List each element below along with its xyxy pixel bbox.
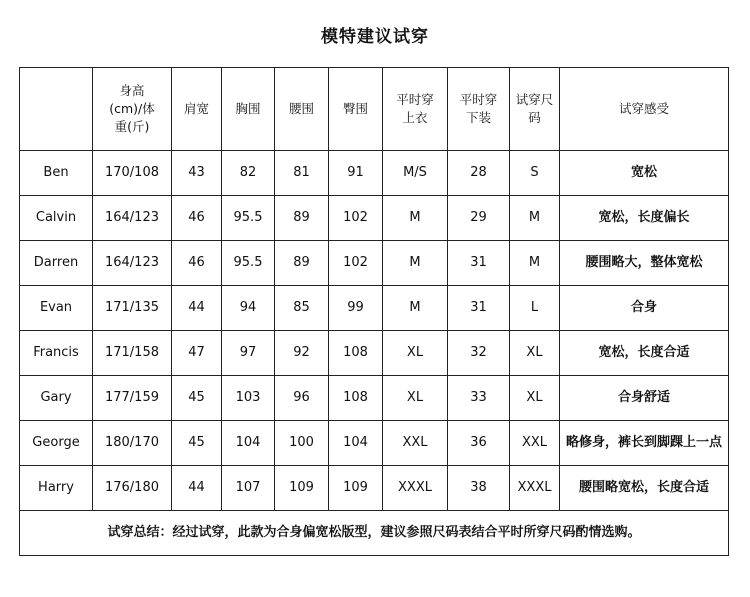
shoulder-cell: 47 — [172, 331, 222, 376]
hip-cell: 108 — [329, 376, 383, 421]
usual-bottom-cell: 33 — [448, 376, 510, 421]
chest-cell: 82 — [222, 151, 275, 196]
model-name-cell: Gary — [20, 376, 93, 421]
trial-size-cell: XXXL — [510, 466, 560, 511]
table-row — [20, 466, 729, 511]
header-waist: 腰围 — [275, 68, 329, 151]
shoulder-cell: 46 — [172, 241, 222, 286]
usual-bottom-cell: 31 — [448, 286, 510, 331]
hip-cell: 99 — [329, 286, 383, 331]
usual-bottom-cell: 32 — [448, 331, 510, 376]
shoulder-cell: 46 — [172, 196, 222, 241]
summary-row — [20, 511, 729, 556]
table-row — [20, 241, 729, 286]
usual-top-cell: XL — [383, 331, 448, 376]
trial-size-cell: XL — [510, 331, 560, 376]
height-weight-cell: 164/123 — [93, 241, 172, 286]
usual-top-cell: M — [383, 241, 448, 286]
hip-cell: 91 — [329, 151, 383, 196]
height-weight-cell: 177/159 — [93, 376, 172, 421]
waist-cell: 89 — [275, 241, 329, 286]
hip-cell: 104 — [329, 421, 383, 466]
shoulder-cell: 43 — [172, 151, 222, 196]
usual-top-cell: XXL — [383, 421, 448, 466]
feeling-cell: 合身 — [560, 286, 729, 331]
height-weight-cell: 170/108 — [93, 151, 172, 196]
chest-cell: 103 — [222, 376, 275, 421]
model-name-cell: Calvin — [20, 196, 93, 241]
waist-cell: 89 — [275, 196, 329, 241]
usual-bottom-cell: 31 — [448, 241, 510, 286]
trial-size-cell: M — [510, 196, 560, 241]
feeling-cell: 宽松 — [560, 151, 729, 196]
shoulder-cell: 45 — [172, 421, 222, 466]
header-usual-bottom-line: 下装 — [465, 110, 491, 125]
usual-bottom-cell: 29 — [448, 196, 510, 241]
feeling-cell: 合身舒适 — [560, 376, 729, 421]
usual-bottom-cell: 28 — [448, 151, 510, 196]
usual-top-cell: M — [383, 196, 448, 241]
fitting-table — [19, 67, 729, 556]
chest-cell: 95.5 — [222, 196, 275, 241]
model-name-cell: Ben — [20, 151, 93, 196]
usual-top-cell: XXXL — [383, 466, 448, 511]
model-name-cell: Harry — [20, 466, 93, 511]
model-name-cell: Evan — [20, 286, 93, 331]
hip-cell: 109 — [329, 466, 383, 511]
feeling-cell: 宽松，长度偏长 — [560, 196, 729, 241]
shoulder-cell: 44 — [172, 286, 222, 331]
waist-cell: 81 — [275, 151, 329, 196]
header-trial-size-line: 码 — [528, 110, 541, 125]
page-title: 模特建议试穿 — [321, 27, 429, 47]
waist-cell: 96 — [275, 376, 329, 421]
header-trial-size — [510, 68, 560, 151]
table-row — [20, 376, 729, 421]
trial-size-cell: XL — [510, 376, 560, 421]
chest-cell: 107 — [222, 466, 275, 511]
usual-bottom-cell: 36 — [448, 421, 510, 466]
feeling-cell: 略修身，裤长到脚踝上一点 — [560, 421, 729, 466]
waist-cell: 92 — [275, 331, 329, 376]
shoulder-cell: 44 — [172, 466, 222, 511]
model-name-cell: Darren — [20, 241, 93, 286]
summary-text: 试穿总结：经过试穿，此款为合身偏宽松版型，建议参照尺码表结合平时所穿尺码酌情选购。 — [20, 511, 729, 556]
header-usual-bottom-line: 平时穿 — [459, 92, 498, 107]
header-shoulder: 肩宽 — [172, 68, 222, 151]
usual-top-cell: XL — [383, 376, 448, 421]
height-weight-cell: 176/180 — [93, 466, 172, 511]
feeling-cell: 腰围略宽松，长度合适 — [560, 466, 729, 511]
header-trial-size-line: 试穿尺 — [515, 92, 554, 107]
feeling-cell: 腰围略大，整体宽松 — [560, 241, 729, 286]
height-weight-cell: 180/170 — [93, 421, 172, 466]
trial-size-cell: S — [510, 151, 560, 196]
height-weight-cell: 171/135 — [93, 286, 172, 331]
header-hip: 臀围 — [329, 68, 383, 151]
model-name-cell: Francis — [20, 331, 93, 376]
height-weight-cell: 171/158 — [93, 331, 172, 376]
model-name-cell: George — [20, 421, 93, 466]
header-height-weight-line: 重(斤) — [114, 119, 150, 134]
hip-cell: 108 — [329, 331, 383, 376]
usual-top-cell: M/S — [383, 151, 448, 196]
feeling-cell: 宽松，长度合适 — [560, 331, 729, 376]
waist-cell: 100 — [275, 421, 329, 466]
shoulder-cell: 45 — [172, 376, 222, 421]
usual-top-cell: M — [383, 286, 448, 331]
hip-cell: 102 — [329, 196, 383, 241]
table-row — [20, 331, 729, 376]
header-row — [20, 68, 729, 151]
header-model — [20, 68, 93, 151]
height-weight-cell: 164/123 — [93, 196, 172, 241]
chest-cell: 104 — [222, 421, 275, 466]
chest-cell: 95.5 — [222, 241, 275, 286]
header-height-weight — [93, 68, 172, 151]
waist-cell: 85 — [275, 286, 329, 331]
chest-cell: 94 — [222, 286, 275, 331]
header-chest: 胸围 — [222, 68, 275, 151]
table-row — [20, 286, 729, 331]
header-usual-top — [383, 68, 448, 151]
header-usual-top-line: 平时穿 — [396, 92, 434, 107]
header-height-weight-line: 身高 — [119, 83, 145, 98]
hip-cell: 102 — [329, 241, 383, 286]
header-usual-top-line: 上衣 — [402, 110, 428, 125]
table-row — [20, 151, 729, 196]
header-height-weight-line: (cm)/体 — [109, 101, 155, 116]
trial-size-cell: L — [510, 286, 560, 331]
trial-size-cell: XXL — [510, 421, 560, 466]
table-row — [20, 196, 729, 241]
waist-cell: 109 — [275, 466, 329, 511]
trial-size-cell: M — [510, 241, 560, 286]
usual-bottom-cell: 38 — [448, 466, 510, 511]
header-feeling: 试穿感受 — [560, 68, 729, 151]
table-row — [20, 421, 729, 466]
header-usual-bottom — [448, 68, 510, 151]
chest-cell: 97 — [222, 331, 275, 376]
